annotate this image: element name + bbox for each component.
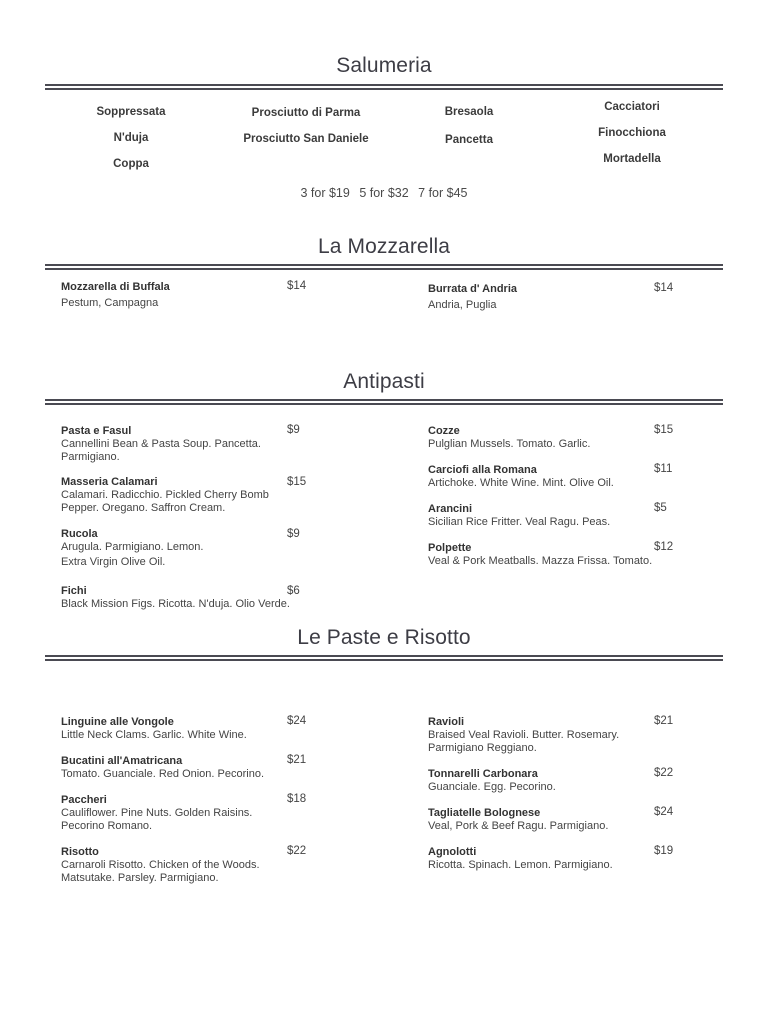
item-price: $24: [654, 806, 674, 818]
menu-item: [61, 584, 296, 611]
salumi-item: Finocchiona: [598, 127, 666, 139]
item-description: Artichoke. White Wine. Mint. Olive Oil.: [428, 477, 614, 489]
item-name: Ravioli: [428, 716, 465, 728]
item-name: Tonnarelli Carbonara: [428, 768, 538, 780]
item-name: Cozze: [428, 425, 460, 437]
salumi-item: Pancetta: [445, 134, 493, 146]
item-description: Ricotta. Spinach. Lemon. Parmigiano.: [428, 859, 613, 871]
item-description: Carnaroli Risotto. Chicken of the Woods. Matsutake. Parsley. Parmigiano.: [61, 859, 260, 884]
item-description: Guanciale. Egg. Pecorino.: [428, 781, 556, 793]
item-name: Risotto: [61, 846, 99, 858]
item-description: Little Neck Clams. Garlic. White Wine.: [61, 729, 247, 741]
item-description: Sicilian Rice Fritter. Veal Ragu. Peas.: [428, 516, 611, 528]
item-name: Arancini: [428, 503, 473, 515]
item-price: $12: [654, 541, 674, 553]
item-price: $11: [654, 463, 673, 475]
salumi-item: Cacciatori: [604, 101, 660, 113]
menu-item: [61, 793, 276, 833]
item-description: Cannellini Bean & Pasta Soup. Pancetta. Parmigiano.: [61, 438, 261, 463]
menu-item: [61, 754, 281, 781]
item-price: $14: [287, 280, 307, 292]
section-title-mozzarella: La Mozzarella: [317, 235, 451, 258]
item-name: Carciofi alla Romana: [428, 464, 537, 476]
section-title-antipasti: Antipasti: [343, 370, 425, 393]
item-price: $22: [287, 845, 307, 857]
item-description: Andria, Puglia: [428, 299, 497, 311]
menu-item: [61, 527, 281, 569]
item-price: $14: [654, 282, 674, 294]
section-divider: [45, 84, 723, 90]
salumi-item: Bresaola: [444, 106, 494, 118]
section-divider: [45, 655, 723, 661]
section-divider: [45, 264, 723, 270]
item-description: Pulglian Mussels. Tomato. Garlic.: [428, 438, 591, 450]
item-description: Arugula. Parmigiano. Lemon.: [61, 541, 204, 553]
salumeria-pricing: [0, 186, 768, 200]
salumi-item: Prosciutto San Daniele: [243, 133, 369, 145]
menu-item: [61, 715, 281, 742]
item-price: $21: [654, 715, 674, 727]
item-name: Linguine alle Vongole: [61, 716, 174, 728]
item-name: Tagliatelle Bolognese: [428, 807, 541, 819]
price-option: 3 for $19: [300, 186, 350, 200]
item-price: $19: [654, 845, 674, 857]
salumi-item: Mortadella: [603, 153, 661, 165]
menu-item: [61, 475, 281, 515]
item-price: $21: [287, 754, 307, 766]
menu-item: [61, 280, 301, 310]
menu-item: [428, 424, 653, 451]
item-description: Veal & Pork Meatballs. Mazza Frissa. Tomato.: [428, 555, 653, 567]
item-price: $18: [287, 793, 307, 805]
item-price: $9: [287, 424, 300, 436]
item-price: $5: [654, 502, 667, 514]
menu-item: [428, 806, 648, 833]
menu-item: [61, 845, 276, 885]
menu-item: [428, 502, 653, 529]
item-price: $6: [287, 585, 300, 597]
item-description: Cauliflower. Pine Nuts. Golden Raisins. Pecorino Romano.: [61, 807, 253, 832]
price-option: 5 for $32: [359, 186, 409, 200]
item-description: Calamari. Radicchio. Pickled Cherry Bomb Pepper. Oregano. Saffron Cream.: [61, 489, 269, 514]
price-option: 7 for $45: [418, 186, 468, 200]
item-description: Black Mission Figs. Ricotta. N'duja. Olio Verde.: [61, 598, 290, 610]
item-name: Fichi: [61, 585, 87, 597]
item-description: Tomato. Guanciale. Red Onion. Pecorino.: [61, 768, 265, 780]
item-name: Burrata d' Andria: [428, 283, 517, 295]
item-description: Extra Virgin Olive Oil.: [61, 556, 166, 568]
menu-item: [61, 424, 281, 464]
item-name: Rucola: [61, 528, 98, 540]
section-title-salumeria: Salumeria: [336, 54, 432, 77]
item-name: Masseria Calamari: [61, 476, 158, 488]
item-price: $24: [287, 715, 307, 727]
item-name: Agnolotti: [428, 846, 477, 858]
item-name: Polpette: [428, 542, 472, 554]
salumi-item: Coppa: [113, 158, 149, 170]
menu-item: [428, 463, 653, 490]
item-price: $15: [287, 476, 307, 488]
salumi-item: N'duja: [113, 132, 149, 144]
item-description: Braised Veal Ravioli. Butter. Rosemary. Parmigiano Reggiano.: [428, 729, 620, 754]
section-divider: [45, 399, 723, 405]
salumi-item: Soppressata: [96, 106, 166, 118]
menu-item: [428, 767, 648, 794]
item-name: Bucatini all'Amatricana: [61, 755, 183, 767]
item-price: $15: [654, 424, 674, 436]
item-price: $9: [287, 528, 300, 540]
item-description: Veal, Pork & Beef Ragu. Parmigiano.: [428, 820, 609, 832]
menu-item: [428, 715, 643, 755]
item-name: Pasta e Fasul: [61, 425, 132, 437]
menu-item: [428, 282, 668, 312]
item-name: Paccheri: [61, 794, 107, 806]
section-title-paste: Le Paste e Risotto: [297, 626, 471, 649]
item-name: Mozzarella di Buffala: [61, 281, 170, 293]
menu-item: [428, 541, 663, 568]
item-price: $22: [654, 767, 674, 779]
salumi-item: Prosciutto di Parma: [251, 107, 361, 119]
menu-item: [428, 845, 648, 872]
item-description: Pestum, Campagna: [61, 297, 159, 309]
